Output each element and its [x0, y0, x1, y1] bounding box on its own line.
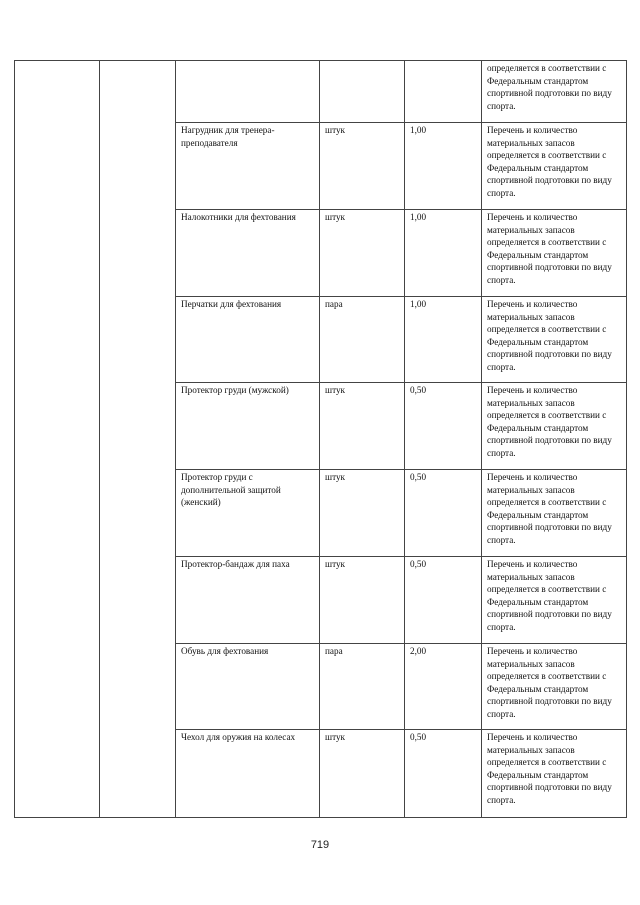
unit-cell: штук [320, 123, 405, 210]
quantity-cell: 0,50 [405, 470, 482, 557]
item-name-cell: Протектор-бандаж для паха [176, 557, 320, 644]
item-name-cell [176, 61, 320, 123]
item-name-cell: Налокотники для фехтования [176, 210, 320, 297]
quantity-cell: 1,00 [405, 123, 482, 210]
unit-cell: пара [320, 644, 405, 730]
note-cell: Перечень и количество материальных запасов определяется в соответствии с Федеральным стандартом спортивной подготовки по виду спорта. [482, 210, 627, 297]
item-name-cell: Протектор груди (мужской) [176, 383, 320, 470]
unit-cell: пара [320, 297, 405, 383]
quantity-cell: 0,50 [405, 383, 482, 470]
quantity-cell: 0,50 [405, 557, 482, 644]
quantity-cell [405, 61, 482, 123]
note-cell: Перечень и количество материальных запасов определяется в соответствии с Федеральным стандартом спортивной подготовки по виду спорта. [482, 557, 627, 644]
section-title-cell [100, 61, 176, 818]
note-cell: определяется в соответствии с Федеральным стандартом спортивной подготовки по виду спорта. [482, 61, 627, 123]
unit-cell: штук [320, 470, 405, 557]
item-name-cell: Обувь для фехтования [176, 644, 320, 730]
section-number-cell [15, 61, 100, 818]
item-name-cell: Перчатки для фехтования [176, 297, 320, 383]
note-cell: Перечень и количество материальных запасов определяется в соответствии с Федеральным стандартом спортивной подготовки по виду спорта. [482, 123, 627, 210]
quantity-cell: 1,00 [405, 210, 482, 297]
unit-cell [320, 61, 405, 123]
quantity-cell: 1,00 [405, 297, 482, 383]
item-name-cell: Нагрудник для тренера-преподавателя [176, 123, 320, 210]
table-row [15, 61, 627, 123]
unit-cell: штук [320, 730, 405, 818]
note-cell: Перечень и количество материальных запасов определяется в соответствии с Федеральным стандартом спортивной подготовки по виду спорта. [482, 644, 627, 730]
item-name-cell: Протектор груди с дополнительной защитой (женский) [176, 470, 320, 557]
page-number: 719 [310, 839, 330, 851]
equipment-table [14, 60, 627, 818]
quantity-cell: 2,00 [405, 644, 482, 730]
unit-cell: штук [320, 383, 405, 470]
note-cell: Перечень и количество материальных запасов определяется в соответствии с Федеральным стандартом спортивной подготовки по виду спорта. [482, 383, 627, 470]
note-cell: Перечень и количество материальных запасов определяется в соответствии с Федеральным стандартом спортивной подготовки по виду спорта. [482, 470, 627, 557]
quantity-cell: 0,50 [405, 730, 482, 818]
item-name-cell: Чехол для оружия на колесах [176, 730, 320, 818]
unit-cell: штук [320, 210, 405, 297]
unit-cell: штук [320, 557, 405, 644]
note-cell: Перечень и количество материальных запасов определяется в соответствии с Федеральным стандартом спортивной подготовки по виду спорта. [482, 730, 627, 818]
note-cell: Перечень и количество материальных запасов определяется в соответствии с Федеральным стандартом спортивной подготовки по виду спорта. [482, 297, 627, 383]
